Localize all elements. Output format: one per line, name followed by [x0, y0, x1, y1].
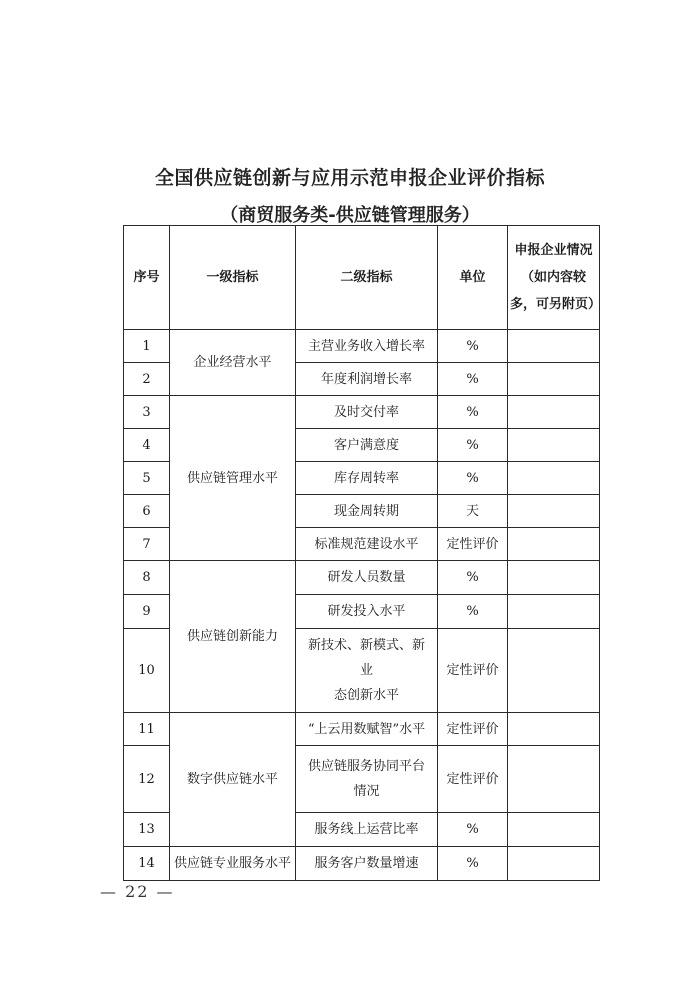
- unit-cell: %: [438, 561, 508, 595]
- unit-cell: %: [438, 813, 508, 847]
- level1-indicator: 供应链创新能力: [170, 561, 296, 713]
- company-input-cell[interactable]: [508, 495, 600, 528]
- company-input-cell[interactable]: [508, 330, 600, 363]
- company-input-cell[interactable]: [508, 746, 600, 813]
- document-subtitle: （商贸服务类-供应链管理服务）: [220, 205, 480, 226]
- row-index: 10: [124, 629, 170, 713]
- header-remark-line: （如内容较: [520, 270, 586, 285]
- row-index: 6: [124, 495, 170, 528]
- company-input-cell[interactable]: [508, 363, 600, 396]
- table-row: [124, 713, 600, 746]
- header-remark-line: 申报企业情况: [514, 243, 593, 258]
- unit-cell: 定性评价: [438, 713, 508, 746]
- row-index: 8: [124, 561, 170, 595]
- row-index: 3: [124, 396, 170, 429]
- row-index: 7: [124, 528, 170, 561]
- header-unit: 单位: [438, 226, 508, 330]
- table-row: [124, 396, 600, 429]
- level1-indicator: 供应链专业服务水平: [170, 847, 296, 881]
- indicator-line: 新技术、新模式、新业: [307, 638, 425, 678]
- unit-cell: %: [438, 363, 508, 396]
- row-index: 13: [124, 813, 170, 847]
- level2-indicator: 客户满意度: [296, 429, 438, 462]
- level1-indicator: 企业经营水平: [170, 330, 296, 396]
- unit-cell: %: [438, 847, 508, 881]
- unit-cell: %: [438, 595, 508, 629]
- company-input-cell[interactable]: [508, 595, 600, 629]
- company-input-cell[interactable]: [508, 396, 600, 429]
- company-input-cell[interactable]: [508, 847, 600, 881]
- row-index: 5: [124, 462, 170, 495]
- header-row: [124, 226, 600, 330]
- page-number: — 22 —: [100, 882, 175, 901]
- table-row: [124, 847, 600, 881]
- header-level1: 一级指标: [170, 226, 296, 330]
- level2-indicator: 库存周转率: [296, 462, 438, 495]
- row-index: 14: [124, 847, 170, 881]
- company-input-cell[interactable]: [508, 561, 600, 595]
- level2-indicator: 年度利润增长率: [296, 363, 438, 396]
- unit-cell: 天: [438, 495, 508, 528]
- row-index: 4: [124, 429, 170, 462]
- header-level2: 二级指标: [296, 226, 438, 330]
- level2-indicator: 研发投入水平: [296, 595, 438, 629]
- unit-cell: 定性评价: [438, 528, 508, 561]
- unit-cell: 定性评价: [438, 629, 508, 713]
- document-title: 全国供应链创新与应用示范申报企业评价指标: [154, 167, 545, 189]
- level2-indicator: “上云用数赋智”水平: [296, 713, 438, 746]
- row-index: 1: [124, 330, 170, 363]
- company-input-cell[interactable]: [508, 528, 600, 561]
- table-row: [124, 561, 600, 595]
- level2-indicator: 服务线上运营比率: [296, 813, 438, 847]
- table-row: [124, 330, 600, 363]
- unit-cell: %: [438, 462, 508, 495]
- level2-indicator: 标准规范建设水平: [296, 528, 438, 561]
- indicator-line: 供应链服务协同平台: [307, 759, 425, 774]
- unit-cell: %: [438, 396, 508, 429]
- indicator-line: 态创新水平: [333, 688, 399, 703]
- level2-indicator: 及时交付率: [296, 396, 438, 429]
- unit-cell: %: [438, 330, 508, 363]
- level2-indicator: 研发人员数量: [296, 561, 438, 595]
- level2-indicator: [296, 746, 438, 813]
- indicator-line: 情况: [353, 784, 380, 799]
- header-remark: [508, 226, 600, 330]
- company-input-cell[interactable]: [508, 429, 600, 462]
- company-input-cell[interactable]: [508, 813, 600, 847]
- level2-indicator: 现金周转期: [296, 495, 438, 528]
- header-remark-line: 多，可另附页）: [510, 297, 602, 312]
- company-input-cell[interactable]: [508, 713, 600, 746]
- row-index: 2: [124, 363, 170, 396]
- company-input-cell[interactable]: [508, 462, 600, 495]
- header-index: 序号: [124, 226, 170, 330]
- level1-indicator: 供应链管理水平: [170, 396, 296, 561]
- row-index: 9: [124, 595, 170, 629]
- row-index: 12: [124, 746, 170, 813]
- unit-cell: 定性评价: [438, 746, 508, 813]
- level2-indicator: [296, 629, 438, 713]
- evaluation-table: [123, 225, 600, 881]
- level2-indicator: 主营业务收入增长率: [296, 330, 438, 363]
- row-index: 11: [124, 713, 170, 746]
- company-input-cell[interactable]: [508, 629, 600, 713]
- level2-indicator: 服务客户数量增速: [296, 847, 438, 881]
- level1-indicator: 数字供应链水平: [170, 713, 296, 847]
- unit-cell: %: [438, 429, 508, 462]
